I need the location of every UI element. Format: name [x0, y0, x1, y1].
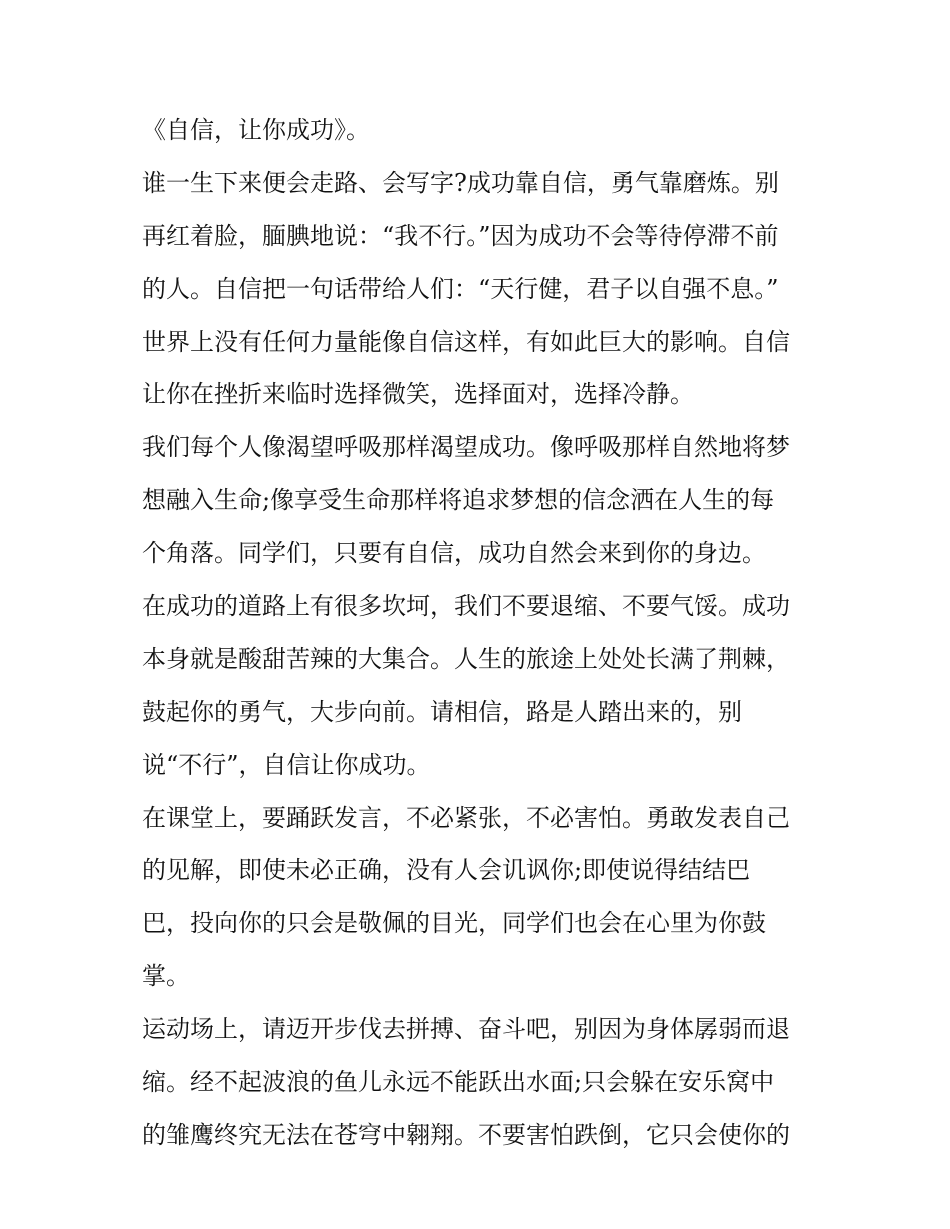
- text-line: 谁一生下来便会走路、会写字?成功靠自信，勇气靠磨炼。别: [142, 168, 779, 197]
- text-line: 个角落。同学们，只要有自信，成功自然会来到你的身边。: [142, 539, 766, 568]
- text-line: 《自信，让你成功》。: [142, 116, 370, 144]
- text-line: 鼓起你的勇气，大步向前。请相信，路是人踏出来的，别: [142, 697, 742, 726]
- text-line: 本身就是酸甜苦辣的大集合。人生的旅途上处处长满了荆棘，: [142, 644, 790, 673]
- text-line: 运动场上，请迈开步伐去拼搏、奋斗吧，别因为身体孱弱而退: [142, 1015, 790, 1044]
- text-line: 的雏鹰终究无法在苍穹中翱翔。不要害怕跌倒，它只会使你的: [142, 1120, 790, 1149]
- text-line: 在课堂上，要踊跃发言，不必紧张，不必害怕。勇敢发表自己: [142, 803, 790, 832]
- text-line: 的人。自信把一句话带给人们：“天行健，君子以自强不息。”: [142, 274, 779, 303]
- text-line: 再红着脸，腼腆地说：“我不行。”因为成功不会等待停滞不前: [142, 221, 779, 250]
- text-line: 说“不行”，自信让你成功。: [142, 750, 431, 779]
- document-body: [142, 104, 822, 1162]
- text-line: 巴，投向你的只会是敬佩的目光，同学们也会在心里为你鼓: [142, 909, 766, 938]
- text-line: 让你在挫折来临时选择微笑，选择面对，选择冷静。: [142, 380, 694, 409]
- text-line: 缩。经不起波浪的鱼儿永远不能跃出水面;只会躲在安乐窝中: [142, 1068, 775, 1097]
- text-line: 我们每个人像渴望呼吸那样渴望成功。像呼吸那样自然地将梦: [142, 433, 790, 462]
- text-line: 掌。: [142, 962, 190, 991]
- text-line: 在成功的道路上有很多坎坷，我们不要退缩、不要气馁。成功: [142, 592, 790, 621]
- text-line: 世界上没有任何力量能像自信这样，有如此巨大的影响。自信: [142, 327, 790, 356]
- text-line: 的见解，即使未必正确，没有人会讥讽你;即使说得结结巴: [142, 856, 751, 885]
- text-line: 想融入生命;像享受生命那样将追求梦想的信念洒在人生的每: [142, 486, 775, 515]
